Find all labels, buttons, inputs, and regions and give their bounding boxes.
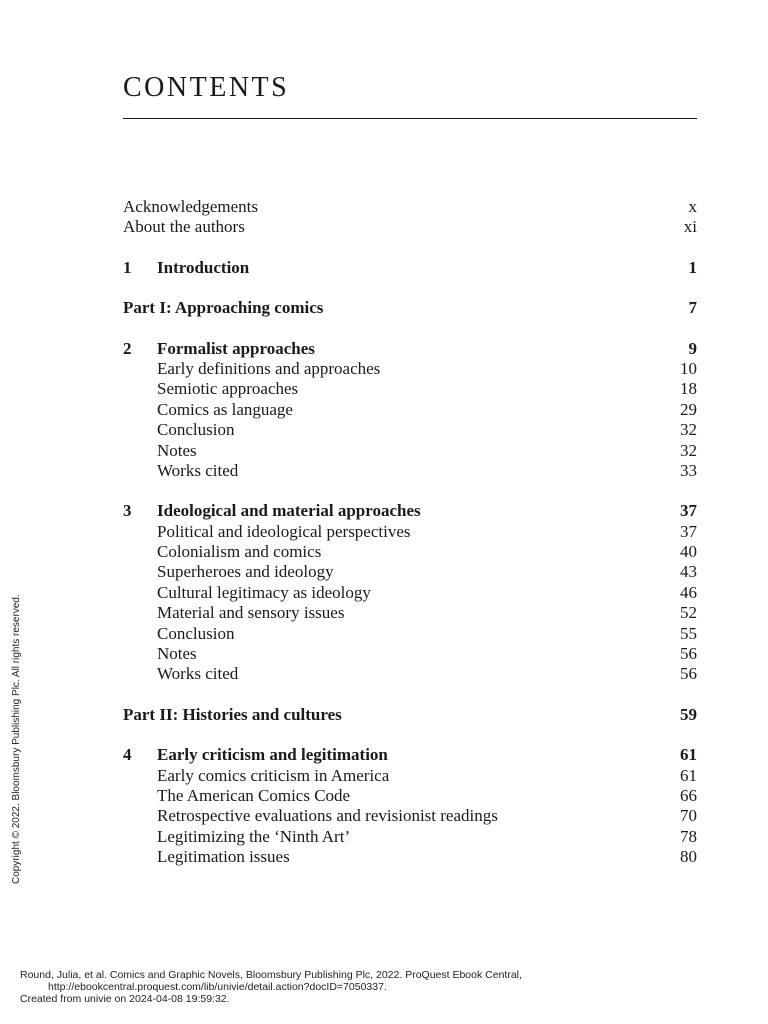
- toc-entry-row[interactable]: [123, 644, 697, 664]
- toc-entry-row[interactable]: [123, 542, 697, 562]
- toc-page-number: 18: [680, 379, 697, 399]
- toc-entry-label: Cultural legitimacy as ideology: [157, 582, 371, 602]
- toc-entry-label: Early comics criticism in America: [157, 765, 390, 785]
- toc-entry-label: Conclusion: [157, 623, 235, 643]
- page-title: CONTENTS: [123, 72, 290, 103]
- toc-page-number: 32: [680, 440, 697, 460]
- toc-chapter-number: 4: [123, 745, 132, 765]
- toc-chapter-row[interactable]: [123, 258, 697, 278]
- toc-page-number: 37: [680, 501, 697, 521]
- toc-entry-row[interactable]: [123, 400, 697, 420]
- toc-entry-label: Part II: Histories and cultures: [123, 704, 342, 724]
- toc-entry-row[interactable]: [123, 359, 697, 379]
- toc-page-number: 33: [680, 460, 697, 480]
- toc-entry-label: Superheroes and ideology: [157, 562, 334, 582]
- toc-entry-row[interactable]: [123, 827, 697, 847]
- toc-entry-label: Formalist approaches: [157, 338, 315, 358]
- footer-created: Created from univie on 2024-04-08 19:59:32.: [20, 993, 230, 1005]
- toc-entry-label: About the authors: [123, 217, 245, 237]
- toc-chapter-number: 1: [123, 257, 132, 277]
- toc-entry-label: Legitimizing the ‘Ninth Art’: [157, 826, 351, 846]
- toc-entry-label: Conclusion: [157, 420, 235, 440]
- toc-page-number: 7: [688, 298, 697, 318]
- toc-page-number: 66: [680, 785, 697, 805]
- toc-entry-row[interactable]: [123, 603, 697, 623]
- footer-citation: Round, Julia, et al. Comics and Graphic Novels, Bloomsbury Publishing Plc, 2022. ProQuest Ebook Central,: [20, 969, 522, 981]
- toc-page-number: x: [688, 197, 697, 216]
- side-copyright: Copyright © 2022. Bloomsbury Publishing Plc. All rights reserved.: [11, 594, 22, 884]
- toc-entry-label: Acknowledgements: [123, 197, 259, 216]
- toc-entry-label: Notes: [157, 644, 197, 664]
- toc-entry-row[interactable]: [123, 847, 697, 867]
- toc-entry-label: Comics as language: [157, 399, 293, 419]
- toc-entry-label: Legitimation issues: [157, 847, 290, 867]
- toc-page-number: 55: [680, 623, 697, 643]
- toc-page-number: 61: [680, 765, 697, 785]
- toc-page-number: 52: [680, 603, 697, 623]
- toc-entry-label: Works cited: [157, 664, 239, 684]
- toc-page-number: 78: [680, 826, 697, 846]
- toc-entry-label: Political and ideological perspectives: [157, 521, 411, 541]
- toc-chapter-row[interactable]: [123, 501, 697, 521]
- title-rule: [123, 118, 697, 119]
- toc-page-number: 46: [680, 582, 697, 602]
- footer: [20, 969, 522, 1005]
- toc-entry-label: Notes: [157, 440, 197, 460]
- footer-url[interactable]: http://ebookcentral.proquest.com/lib/univie/detail.action?docID=7050337.: [48, 981, 387, 993]
- toc-page-number: 10: [680, 358, 697, 378]
- toc-page-number: 9: [688, 338, 697, 358]
- table-of-contents: [123, 197, 697, 868]
- toc-entry-label: Material and sensory issues: [157, 603, 345, 623]
- toc-page-number: 56: [680, 644, 697, 664]
- toc-chapter-number: 3: [123, 501, 132, 521]
- toc-entry-row[interactable]: [123, 197, 697, 217]
- toc-page-number: 37: [680, 521, 697, 541]
- toc-entry-row[interactable]: [123, 786, 697, 806]
- toc-entry-row[interactable]: [123, 461, 697, 481]
- toc-entry-label: Works cited: [157, 460, 239, 480]
- toc-entry-row[interactable]: [123, 806, 697, 826]
- toc-page-number: xi: [683, 217, 697, 237]
- toc-page-number: 59: [680, 704, 697, 724]
- toc-entry-row[interactable]: [123, 217, 697, 237]
- toc-entry-row[interactable]: [123, 441, 697, 461]
- toc-entry-row[interactable]: [123, 379, 697, 399]
- toc-entry-label: The American Comics Code: [157, 785, 351, 805]
- toc-chapter-row[interactable]: [123, 339, 697, 359]
- toc-entry-row[interactable]: [123, 583, 697, 603]
- toc-part-row[interactable]: [123, 705, 697, 725]
- toc-entry-row[interactable]: [123, 766, 697, 786]
- toc-page-number: 56: [680, 664, 697, 684]
- toc-page-number: 32: [680, 420, 697, 440]
- toc-page-number: 40: [680, 542, 697, 562]
- toc-page-number: 29: [680, 399, 697, 419]
- toc-page-number: 61: [680, 745, 697, 765]
- toc-entry-row[interactable]: [123, 664, 697, 684]
- toc-page-number: 80: [680, 847, 697, 867]
- toc-page-number: 1: [688, 257, 697, 277]
- toc-entry-label: Early definitions and approaches: [157, 358, 381, 378]
- toc-entry-row[interactable]: [123, 522, 697, 542]
- toc-entry-row[interactable]: [123, 562, 697, 582]
- toc-entry-label: Colonialism and comics: [157, 542, 322, 562]
- toc-entry-row[interactable]: [123, 420, 697, 440]
- toc-chapter-number: 2: [123, 338, 132, 358]
- toc-chapter-row[interactable]: [123, 745, 697, 765]
- toc-entry-label: Early criticism and legitimation: [157, 745, 388, 765]
- toc-entry-label: Ideological and material approaches: [157, 501, 421, 521]
- toc-page-number: 43: [680, 562, 697, 582]
- toc-page-number: 70: [680, 806, 697, 826]
- toc-entry-label: Introduction: [157, 257, 250, 277]
- toc-entry-label: Semiotic approaches: [157, 379, 299, 399]
- toc-entry-label: Retrospective evaluations and revisionist readings: [157, 806, 498, 826]
- toc-entry-label: Part I: Approaching comics: [123, 298, 324, 318]
- toc-part-row[interactable]: [123, 298, 697, 318]
- toc-entry-row[interactable]: [123, 624, 697, 644]
